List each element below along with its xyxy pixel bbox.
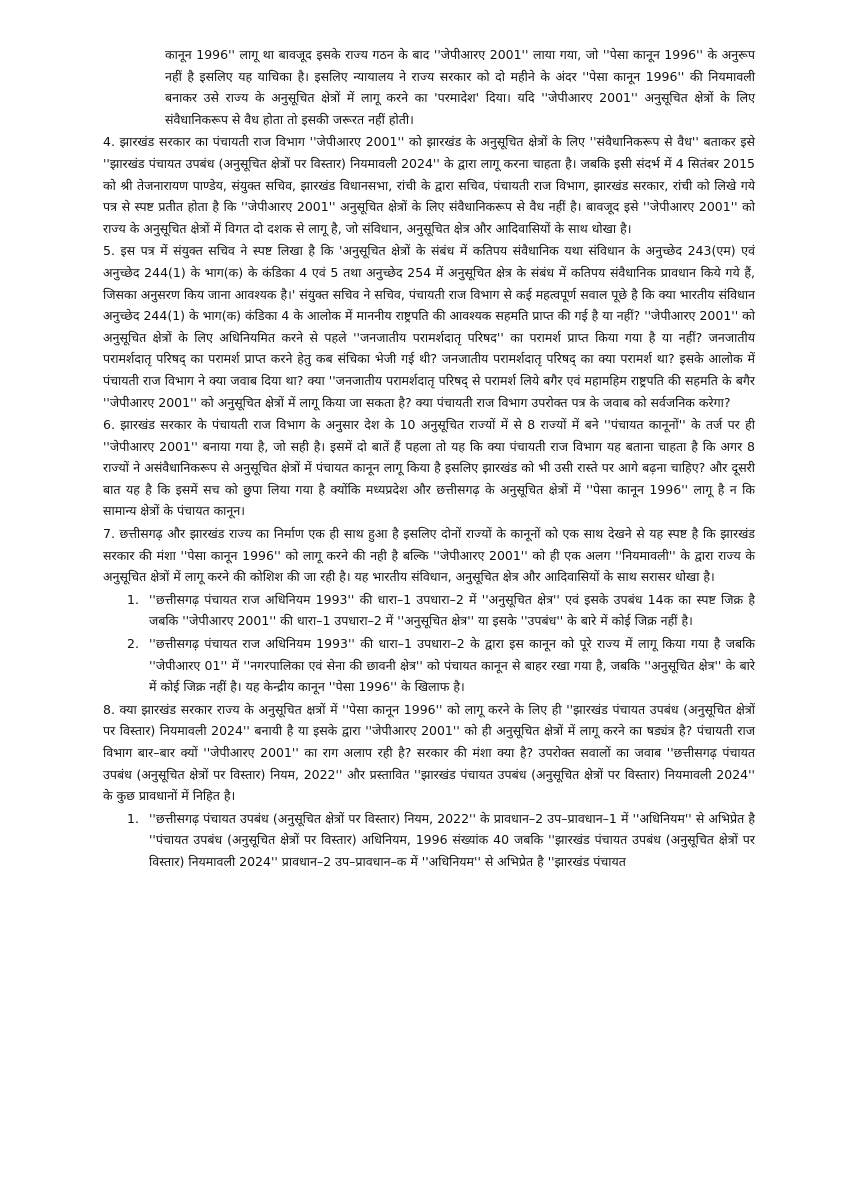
- paragraph-4: 4. झारखंड सरकार का पंचायती राज विभाग ''जेपीआरए 2001'' को झारखंड के अनुसूचित क्षेत्रों के लिए ''संवैधानिकरूप से वैध'' बताकर इसे ''झारखंड पंचायत उपबंध (अनुसूचित क्षेत्रों पर विस्तार) नियमावली 2024'' के द्वारा लागू करना चाहता है। जबकि इसी संदर्भ में 4 सितंबर 2015 को श्री तेजनारायण पाण्डेय, संयुक्त सचिव, झारखंड विधानसभा, रांची के द्वारा सचिव, पंचायती राज विभाग, झारखंड सरकार, रांची को लिखे गये पत्र से स्पष्ट प्रतीत होता है कि ''जेपीआरए 2001'' अनुसूचित क्षेत्रों के लिए संवैधानिकरूप से वैध नहीं है। बावजूद इसे ''जेपीआरए 2001'' को राज्य के अनुसूचित क्षेत्रों में विगत दो दशक से लागू है, जो संविधान, अनुसूचित क्षेत्र और आदिवासियों के साथ धोखा है।: [103, 134, 755, 236]
- document-page: [103, 44, 755, 874]
- paragraph-5: 5. इस पत्र में संयुक्त सचिव ने स्पष्ट लिखा है कि 'अनुसूचित क्षेत्रों के संबंध में कतिपय संवैधानिक यथा संविधान के अनुच्छेद 243(एम) एवं अनुच्छेद 244(1) के भाग(क) के कंडिका 4 एवं 5 तथा अनुच्छेद 254 में अनुसूचित क्षेत्र के संबंध में कतिपय संवैधानिक प्रावधान किये गये हैं, जिसका अनुसरण किय जाना आवश्यक है।' संयुक्त सचिव ने सचिव, पंचायती राज विभाग से कई महत्वपूर्ण सवाल पूछे है कि क्या भारतीय संविधान अनुच्छेद 244(1) के भाग(क) कंडिका 4 के आलोक में माननीय राष्ट्रपति की आवश्यक सहमति प्राप्त की गई है या नहीं? ''जेपीआरए 2001'' को अनुसूचित क्षेत्रों के लिए अधिनियमित करने से पहले ''जनजातीय परामर्शदातृ परिषद'' का परामर्श प्राप्त किया गया है या नहीं? जनजातीय परामर्शदातृ परिषद् का परामर्श प्राप्त करने हेतु कब संचिका भेजी गई थी? जनजातीय परामर्शदातृ परिषद् का क्या परामर्श था? इसके आलोक में पंचायती राज विभाग ने क्या जवाब दिया था? क्या ''जनजातीय परामर्शदातृ परिषद् से परामर्श लिये बगैर एवं महामहिम राष्ट्रपति की सहमति के बगैर ''जेपीआरए 2001'' को अनुसूचित क्षेत्रों में लागू किया जा सकता है? क्या पंचायती राज विभाग उपरोक्त पत्र के जवाब को सर्वजनिक करेगा?: [103, 243, 755, 410]
- list-item: [103, 808, 755, 873]
- paragraph-8: 8. क्या झारखंड सरकार राज्य के अनुसूचित क्षत्रों में ''पेसा कानून 1996'' को लागू करने के लिए ही ''झारखंड पंचायत उपबंध (अनुसूचित क्षेत्रों पर विस्तार) नियमावली 2024'' बनायी है या इसके द्वारा ''जेपीआरए 2001'' को ही अनुसूचित क्षेत्रों में लागू करने का षड्यंत्र है? पंचायती राज विभाग बार–बार क्यों ''जेपीआरए 2001'' का राग अलाप रही है? सरकार की मंशा क्या है? उपरोक्त सवालों का जवाब ''छत्तीसगढ़ पंचायत उपबंध (अनुसूचित क्षेत्रों पर विस्तार) नियम, 2022'' और प्रस्तावित ''झारखंड पंचायत उपबंध (अनुसूचित क्षेत्रों पर विस्तार) नियमावली 2024'' के कुछ प्रावधानों में निहित है।: [103, 701, 755, 804]
- list-item: [103, 589, 755, 632]
- intro-paragraph: कानून 1996'' लागू था बावजूद इसके राज्य गठन के बाद ''जेपीआरए 2001'' लाया गया, जो ''पेसा कानून 1996'' के अनुरूप नहीं है इसलिए यह याचिका है। इसलिए न्यायालय ने राज्य सरकार को दो महीने के अंदर ''पेसा कानून 1996'' की नियमावली बनाकर उसे राज्य के अनुसूचित क्षेत्रों में लागू करने का 'परमादेश' दिया। यदि ''जेपीआरए 2001'' अनुसूचित क्षेत्रों के लिए संवैधानिकरूप से वैध होता तो इसकी जरूरत नहीं होती।: [165, 47, 755, 127]
- list-item: [103, 633, 755, 698]
- paragraph-8-list: [103, 808, 755, 873]
- paragraph-7: 7. छत्तीसगढ़ और झारखंड राज्य का निर्माण एक ही साथ हुआ है इसलिए दोनों राज्यों के कानूनों को एक साथ देखने से यह स्पष्ट है कि झारखंड सरकार की मंशा ''पेसा कानून 1996'' को लागू करने की नही है बल्कि ''जेपीआरए 2001'' को ही एक अलग ''नियमावली'' के द्वारा राज्य के अनुसूचित क्षेत्रों में लागू करने की कोशिश की जा रही है। यह भारतीय संविधान, अनुसूचित क्षेत्र और आदिवासियों के साथ सरासर धोखा है।: [103, 526, 755, 585]
- list-item-number: 1.: [127, 591, 139, 607]
- list-item-text: ''छत्तीसगढ़ पंचायत राज अधिनियम 1993'' की धारा–1 उपधारा–2 के द्वारा इस कानून को पूरे राज्य में लागू किया गया है जबकि ''जेपीआरए 01'' में ''नगरपालिका एवं सेना की छावनी क्षेत्र'' को पंचायत कानून से बाहर रखा गया है, जबकि ''अनुसूचित क्षेत्र'' के बारे में कोई जिक्र नहीं है। यह केन्द्रीय कानून ''पेसा 1996'' के खिलाफ है।: [149, 636, 755, 695]
- list-item-number: 1.: [127, 810, 139, 826]
- paragraph-6: 6. झारखंड सरकार के पंचायती राज विभाग के अनुसार देश के 10 अनुसूचित राज्यों में से 8 राज्यों में बने ''पंचायत कानूनों'' के तर्ज पर ही ''जेपीआरए 2001'' बनाया गया है, जो सही है। इसमें दो बातें हैं पहला तो यह कि क्या पंचायती राज विभाग यह बताना चाहता है कि अगर 8 राज्यों ने असंवैधानिकरूप से अनुसूचित क्षेत्रों में पंचायत कानून लागू किया है इसलिए झारखंड को भी उसी रास्ते पर आगे बढ़ना चाहिए? और दूसरी बात यह है कि इसमें सच को छुपा लिया गया है क्योंकि मध्यप्रदेश और छत्तीसगढ़ के अनुसूचित क्षेत्रों में ''पेसा कानून 1996'' लागू है न कि सामान्य क्षेत्रों के पंचायत कानून।: [103, 417, 755, 519]
- list-item-number: 2.: [127, 636, 139, 652]
- paragraph-7-list: [103, 589, 755, 698]
- list-item-text: ''छत्तीसगढ़ पंचायत राज अधिनियम 1993'' की धारा–1 उपधारा–2 में ''अनुसूचित क्षेत्र'' एवं इसके उपबंध 14क का स्पष्ट जिक्र है जबकि ''जेपीआरए 2001'' की धारा–1 उपधारा–2 में ''अनुसूचित क्षेत्र'' या इसके ''उपबंध'' के बारे में कोई जिक्र नहीं है।: [149, 591, 755, 629]
- list-item-text: ''छत्तीसगढ़ पंचायत उपबंध (अनुसूचित क्षेत्रों पर विस्तार) नियम, 2022'' के प्रावधान–2 उप–प्रावधान–1 में ''अधिनियम'' से अभिप्रेत है ''पंचायत उपबंध (अनुसूचित क्षेत्रों पर विस्तार) अधिनियम, 1996 संख्यांक 40 जबकि ''झारखंड पंचायत उपबंध (अनुसूचित क्षेत्रों पर विस्तार) नियमावली 2024'' प्रावधान–2 उप–प्रावधान–क में ''अधिनियम'' से अभिप्रेत है ''झारखंड पंचायत: [149, 810, 755, 869]
